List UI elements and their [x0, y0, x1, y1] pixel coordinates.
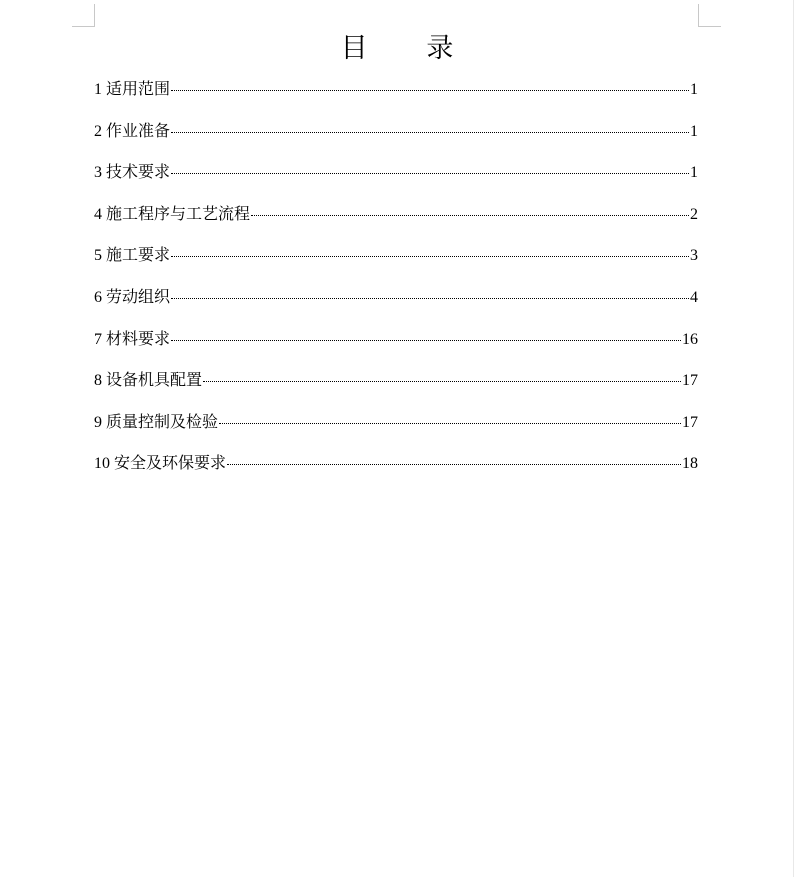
- toc-entry-page: 2: [690, 205, 698, 223]
- toc-entry-page: 1: [690, 122, 698, 140]
- toc-dot-leader: [171, 78, 689, 94]
- toc-dot-leader: [171, 161, 689, 177]
- crop-mark-top-left: [72, 4, 95, 27]
- toc-list: [94, 78, 698, 494]
- toc-entry-page: 1: [690, 81, 698, 98]
- toc-entry-page: 3: [690, 247, 698, 265]
- toc-entry-label: 4 施工程序与工艺流程: [94, 205, 251, 223]
- toc-dot-leader: [251, 203, 689, 219]
- toc-entry[interactable]: [94, 161, 698, 203]
- toc-entry[interactable]: [94, 286, 698, 328]
- toc-dot-leader: [227, 452, 681, 468]
- toc-entry[interactable]: [94, 369, 698, 411]
- toc-dot-leader: [203, 369, 681, 385]
- toc-entry-label: 6 劳动组织: [94, 288, 171, 306]
- toc-entry-label: 7 材料要求: [94, 330, 171, 348]
- toc-entry[interactable]: [94, 120, 698, 162]
- toc-dot-leader: [171, 328, 681, 344]
- toc-entry-page: 17: [682, 413, 698, 431]
- crop-mark-top-right: [698, 4, 721, 27]
- toc-dot-leader: [171, 120, 689, 136]
- toc-entry-page: 18: [682, 455, 698, 473]
- toc-entry-page: 1: [690, 164, 698, 182]
- toc-entry-page: 17: [682, 372, 698, 390]
- toc-entry-label: 10 安全及环保要求: [94, 455, 227, 473]
- toc-entry[interactable]: [94, 203, 698, 245]
- toc-entry-label: 1 适用范围: [94, 81, 171, 98]
- toc-entry-page: 16: [682, 330, 698, 348]
- toc-entry-label: 8 设备机具配置: [94, 372, 203, 390]
- toc-dot-leader: [171, 286, 689, 302]
- toc-entry-label: 2 作业准备: [94, 122, 171, 140]
- toc-entry[interactable]: [94, 328, 698, 370]
- toc-entry[interactable]: [94, 78, 698, 120]
- toc-title: 目 录: [340, 33, 480, 63]
- toc-entry[interactable]: [94, 452, 698, 494]
- toc-entry-label: 9 质量控制及检验: [94, 413, 219, 431]
- toc-dot-leader: [219, 411, 681, 427]
- toc-entry-label: 5 施工要求: [94, 247, 171, 265]
- toc-entry[interactable]: [94, 244, 698, 286]
- toc-entry-page: 4: [690, 288, 698, 306]
- toc-entry[interactable]: [94, 411, 698, 453]
- toc-dot-leader: [171, 244, 689, 260]
- toc-entry-label: 3 技术要求: [94, 164, 171, 182]
